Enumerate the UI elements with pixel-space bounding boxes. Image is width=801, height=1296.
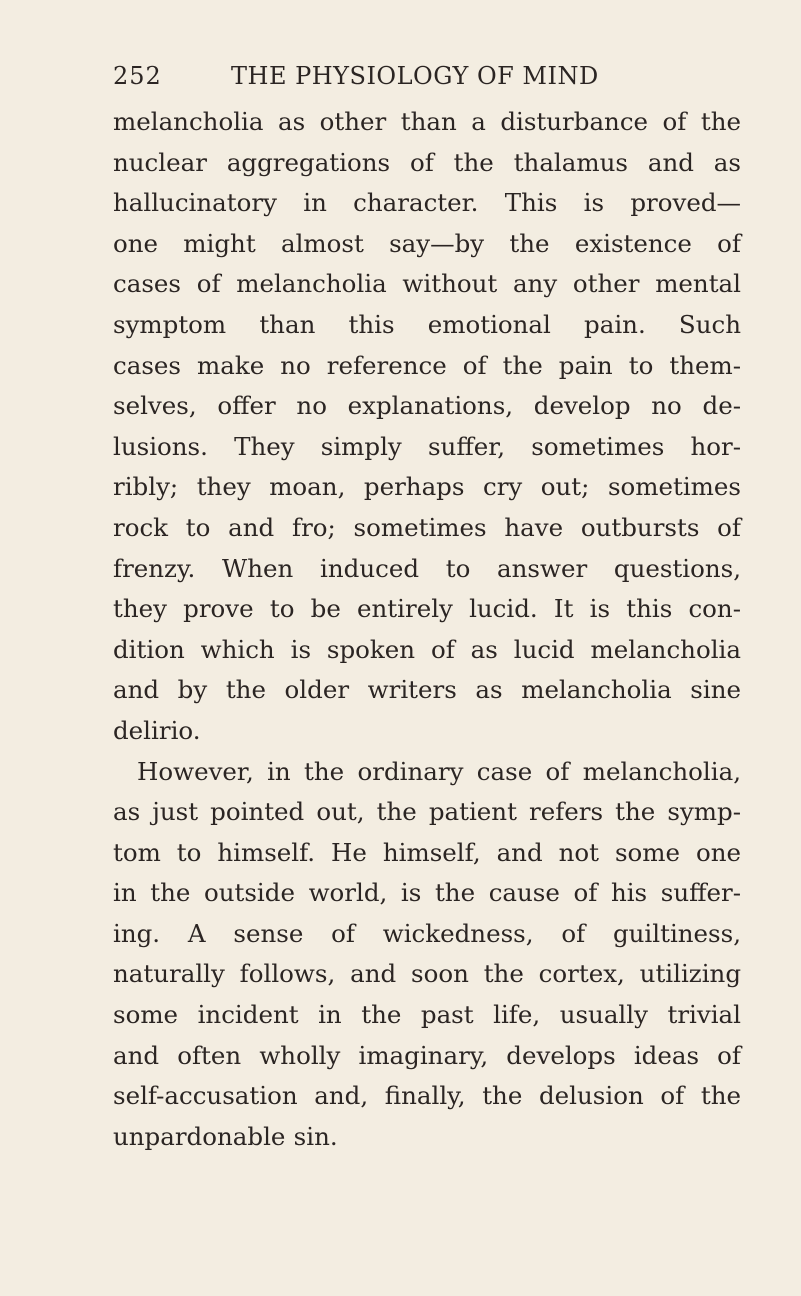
text-line: self-accusation and, finally, the delusion of the	[113, 1081, 741, 1111]
text-line: ing. A sense of wickedness, of guiltiness,	[113, 918, 741, 948]
text-line: and by the older writers as melancholia sine	[113, 675, 741, 705]
paragraph-1	[113, 102, 741, 752]
text-line: dition which is spoken of as lucid melancholia	[113, 634, 741, 664]
text-line: lusions. They simply suffer, sometimes hor-	[113, 431, 741, 461]
text-line: naturally follows, and soon the cortex, utilizing	[113, 959, 741, 989]
text-line: one might almost say—by the existence of	[113, 228, 741, 258]
text-line: hallucinatory in character. This is proved—	[113, 188, 741, 218]
text-line: nuclear aggregations of the thalamus and as	[113, 147, 741, 177]
text-line: melancholia as other than a disturbance of the	[113, 107, 741, 136]
text-line: unpardonable sin.	[113, 1121, 338, 1151]
running-head	[113, 62, 733, 98]
text-line: frenzy. When induced to answer questions,	[113, 553, 741, 583]
text-line: delirio.	[113, 715, 201, 745]
text-line: symptom than this emotional pain. Such	[113, 309, 741, 339]
text-line: some incident in the past life, usually trivial	[113, 1000, 741, 1030]
text-line: ribly; they moan, perhaps cry out; sometimes	[113, 472, 741, 502]
body-text	[113, 102, 741, 1157]
text-line: cases of melancholia without any other mental	[113, 269, 741, 299]
text-line: selves, offer no explanations, develop no de-	[113, 391, 741, 421]
text-line: and often wholly imaginary, develops ideas of	[113, 1040, 741, 1070]
text-line: as just pointed out, the patient refers the symp-	[113, 797, 741, 827]
text-line: rock to and fro; sometimes have outbursts of	[113, 512, 741, 542]
running-title: THE PHYSIOLOGY OF MIND	[231, 62, 599, 90]
text-line: they prove to be entirely lucid. It is this con-	[113, 594, 741, 624]
text-line: in the outside world, is the cause of his suffer-	[113, 878, 741, 908]
text-line: However, in the ordinary case of melancholia,	[137, 756, 741, 786]
page-number: 252	[113, 62, 162, 90]
paragraph-2	[113, 752, 741, 1158]
text-line: tom to himself. He himself, and not some one	[113, 837, 741, 867]
text-line: cases make no reference of the pain to them-	[113, 350, 741, 380]
